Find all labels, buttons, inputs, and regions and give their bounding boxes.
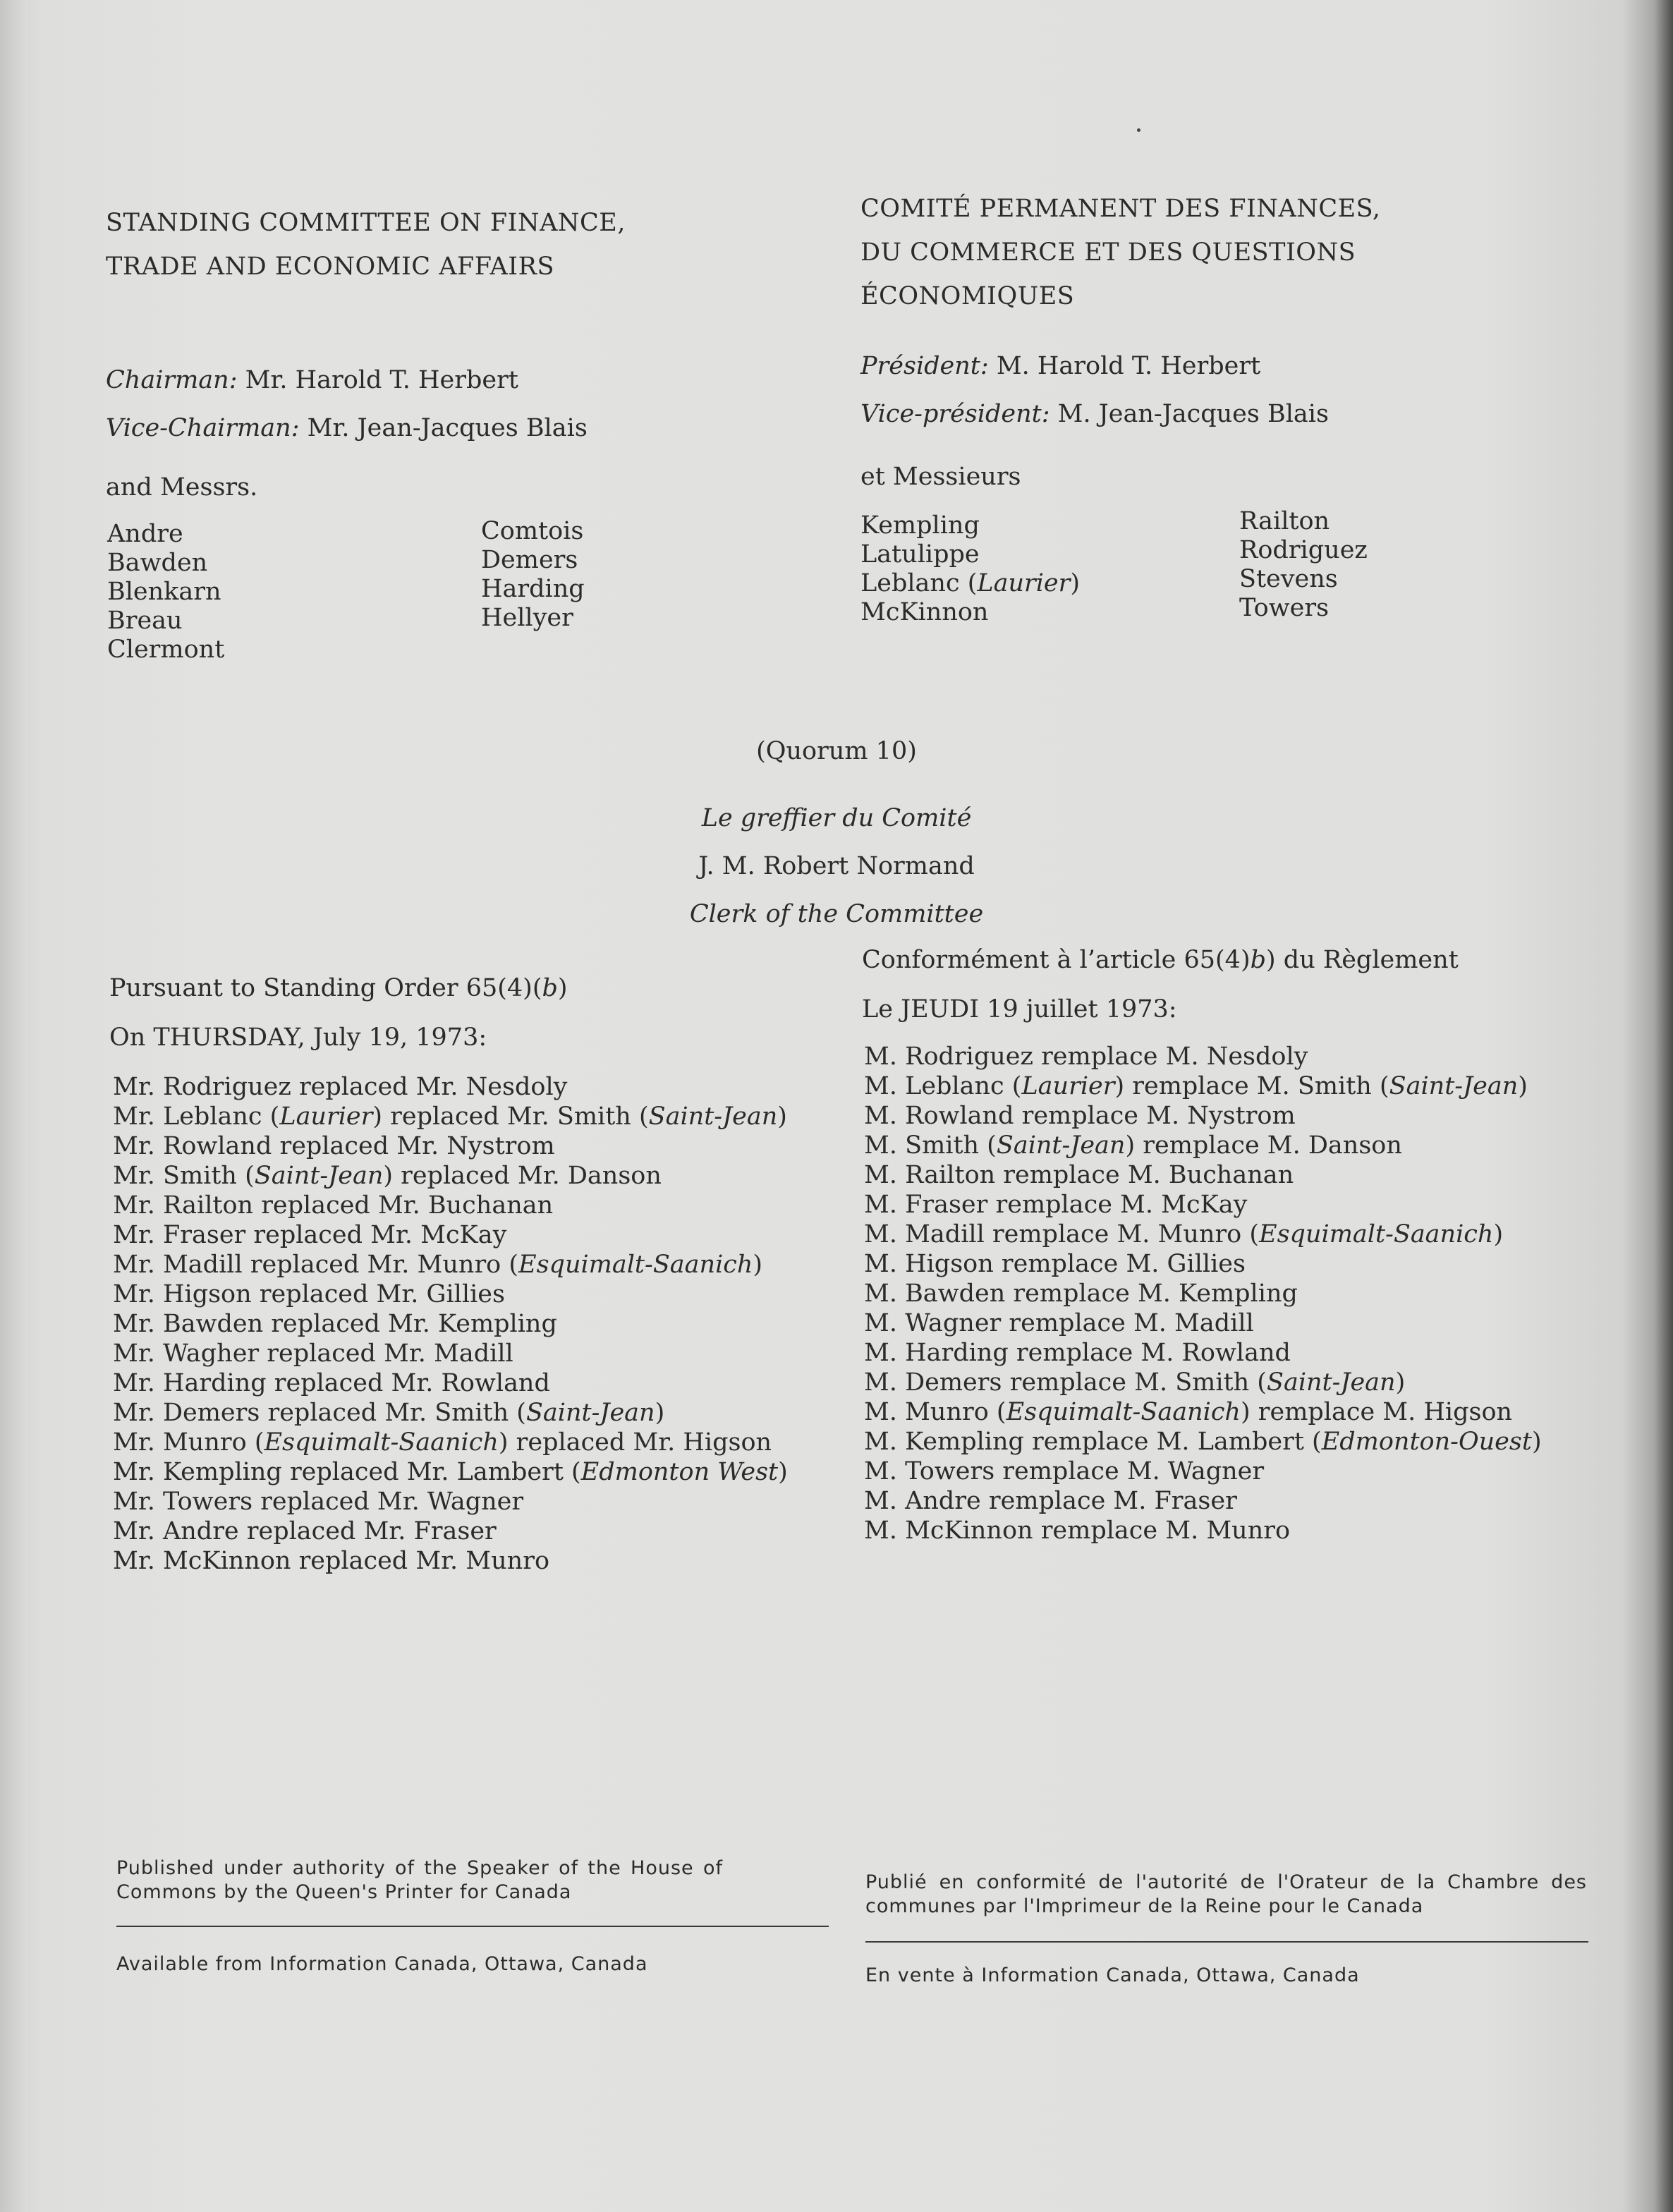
right-vice-chairman: Vice-président: M. Jean-Jacques Blais [860,400,1329,428]
clerk-title-en: Clerk of the Committee [689,900,984,928]
member-name: Stevens [1239,565,1338,593]
list-item: M. Leblanc (Laurier) remplace M. Smith (Saint-Jean) [864,1072,1528,1100]
right-footer-divider [865,1941,1588,1943]
left-standing-order: Pursuant to Standing Order 65(4)(b) [109,974,568,1002]
list-item: M. Fraser remplace M. McKay [864,1191,1248,1219]
list-item: Mr. McKinnon replaced Mr. Munro [113,1547,550,1575]
quorum: (Quorum 10) [756,737,917,765]
member-name: Harding [481,575,585,603]
left-title-line-2: TRADE AND ECONOMIC AFFAIRS [106,253,554,281]
list-item: Mr. Wagher replaced Mr. Madill [113,1339,513,1368]
left-committee-title [106,201,846,288]
left-members-col1 [107,520,224,664]
list-item: M. Rowland remplace M. Nystrom [864,1102,1296,1130]
list-item: M. Smith (Saint-Jean) remplace M. Danson [864,1131,1402,1160]
list-item: M. Railton remplace M. Buchanan [864,1161,1294,1189]
member-name: Towers [1239,594,1330,622]
list-item: Mr. Railton replaced Mr. Buchanan [113,1191,554,1220]
right-title-line-1: COMITÉ PERMANENT DES FINANCES, [860,195,1381,223]
right-members-col1 [860,511,1080,627]
right-members-col2 [1239,507,1368,623]
left-officers [106,356,846,452]
member-name: Clermont [107,636,225,664]
member-name: Blenkarn [107,578,221,606]
list-item: Mr. Towers replaced Mr. Wagner [113,1488,524,1516]
left-published-notice: Published under authority of the Speaker of the House of Commons by the Queen's Printer for Canada [116,1857,723,1903]
left-members-col2 [481,517,585,633]
list-item: M. Wagner remplace M. Madill [864,1309,1254,1337]
left-messrs-label: and Messrs. [106,473,258,502]
member-name: Railton [1239,507,1330,535]
right-availability: En vente à Information Canada, Ottawa, Canada [865,1964,1360,1986]
right-standing-order: Conformément à l’article 65(4)b) du Règlement [862,946,1459,974]
list-item: Mr. Madill replaced Mr. Munro (Esquimalt-Saanich) [113,1251,763,1279]
member-name: Andre [107,520,183,548]
list-item: Mr. Bawden replaced Mr. Kempling [113,1310,557,1338]
list-item: M. Harding remplace M. Rowland [864,1339,1291,1367]
list-item: Mr. Rodriguez replaced Mr. Nesdoly [113,1073,568,1101]
right-messrs-label: et Messieurs [860,463,1021,491]
member-name: Latulippe [860,540,980,569]
member-name: Rodriguez [1239,536,1368,564]
list-item: M. Rodriguez remplace M. Nesdoly [864,1043,1308,1071]
list-item: M. Higson remplace M. Gillies [864,1250,1246,1278]
list-item: Mr. Munro (Esquimalt-Saanich) replaced Mr. Higson [113,1428,772,1457]
clerk-name: J. M. Robert Normand [698,852,975,880]
list-item: M. Andre remplace M. Fraser [864,1487,1237,1515]
list-item: Mr. Andre replaced Mr. Fraser [113,1517,497,1545]
left-replacement-list [113,1072,822,1576]
list-item: M. Munro (Esquimalt-Saanich) remplace M. Higson [864,1398,1513,1426]
member-name: Bawden [107,549,208,577]
right-replacement-list [864,1042,1587,1545]
member-name: Breau [107,607,183,635]
page-edge [0,0,28,2212]
list-item: Mr. Kempling replaced Mr. Lambert (Edmonton West) [113,1458,788,1486]
list-item: Mr. Demers replaced Mr. Smith (Saint-Jean) [113,1399,665,1427]
right-title-line-3: ÉCONOMIQUES [860,282,1075,310]
list-item: M. Demers remplace M. Smith (Saint-Jean) [864,1368,1406,1397]
right-committee-title [860,187,1608,318]
right-date: Le JEUDI 19 juillet 1973: [862,995,1177,1023]
list-item: Mr. Leblanc (Laurier) replaced Mr. Smith (Saint-Jean) [113,1102,787,1131]
right-title-line-2: DU COMMERCE ET DES QUESTIONS [860,238,1356,267]
clerk-title-fr: Le greffier du Comité [701,804,972,832]
list-item: Mr. Higson replaced Mr. Gillies [113,1280,505,1308]
print-speck [1137,128,1140,132]
left-date: On THURSDAY, July 19, 1973: [109,1023,487,1052]
list-item: M. McKinnon remplace M. Munro [864,1517,1291,1545]
list-item: M. Kempling remplace M. Lambert (Edmonton-Ouest) [864,1428,1542,1456]
list-item: Mr. Harding replaced Mr. Rowland [113,1369,550,1397]
list-item: M. Towers remplace M. Wagner [864,1457,1265,1485]
member-name: Comtois [481,517,584,545]
member-name: Kempling [860,511,980,540]
member-name: Demers [481,546,578,574]
member-name: Hellyer [481,604,573,632]
left-availability: Available from Information Canada, Ottawa, Canada [116,1953,648,1975]
right-chairman: Président: M. Harold T. Herbert [860,352,1261,380]
left-chairman: Chairman: Mr. Harold T. Herbert [106,366,518,394]
list-item: M. Madill remplace M. Munro (Esquimalt-Saanich) [864,1220,1504,1248]
list-item: Mr. Smith (Saint-Jean) replaced Mr. Danson [113,1162,662,1190]
left-title-line-1: STANDING COMMITTEE ON FINANCE, [106,209,626,237]
right-published-notice: Publié en conformité de l'autorité de l'Orateur de la Chambre des communes par l'Imprimeur de la Reine pour le Canada [865,1871,1587,1917]
list-item: Mr. Rowland replaced Mr. Nystrom [113,1132,555,1160]
list-item: Mr. Fraser replaced Mr. McKay [113,1221,507,1249]
left-footer-divider [116,1926,829,1927]
member-name: Leblanc (Laurier) [860,569,1081,597]
left-vice-chairman: Vice-Chairman: Mr. Jean-Jacques Blais [106,414,588,442]
list-item: M. Bawden remplace M. Kempling [864,1280,1298,1308]
member-name: McKinnon [860,598,989,626]
right-officers [860,342,1608,438]
